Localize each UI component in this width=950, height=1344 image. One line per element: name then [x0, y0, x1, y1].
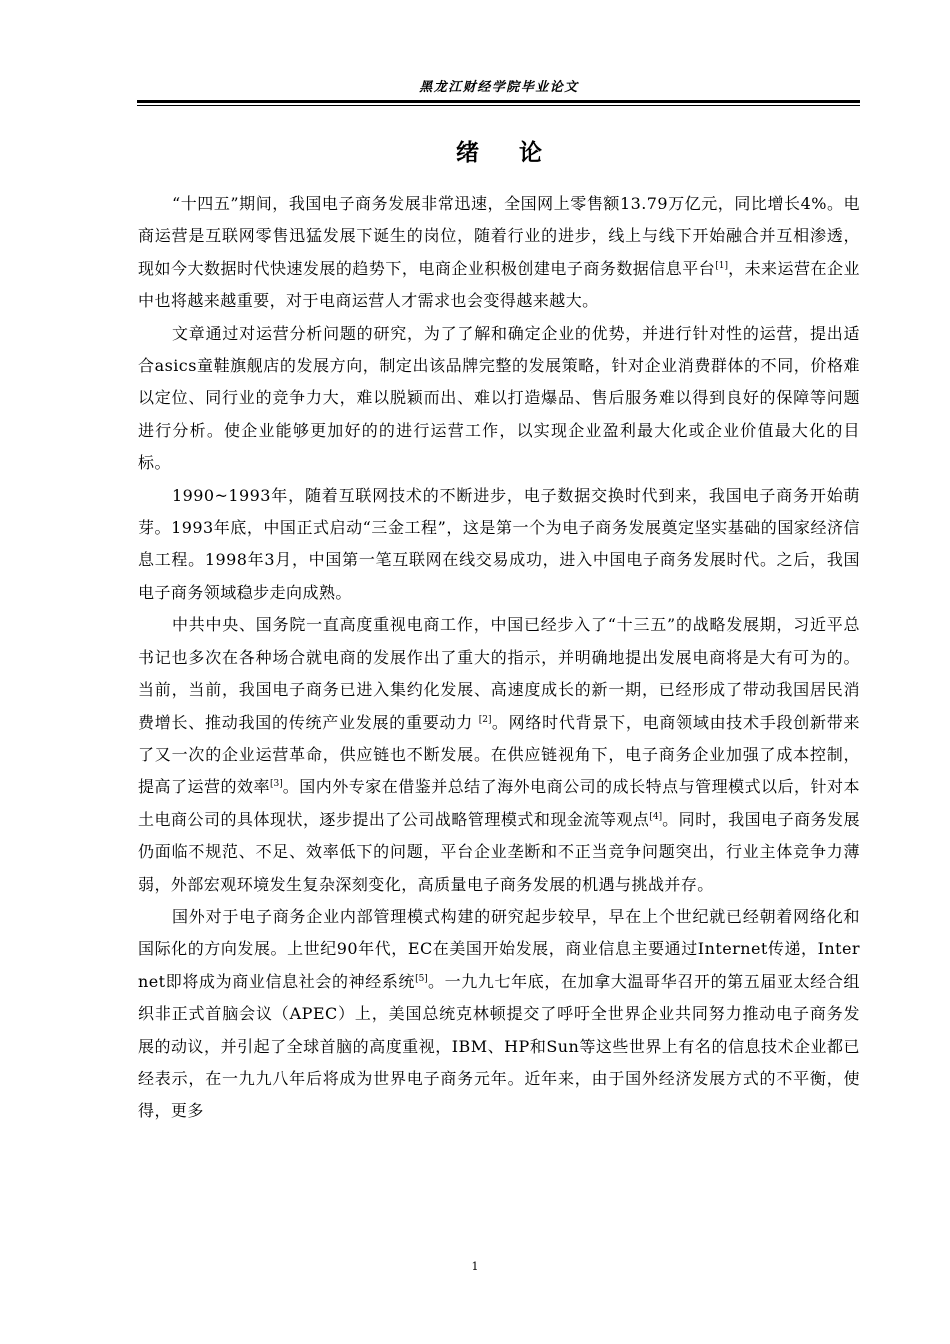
- page-number: 1: [471, 1260, 479, 1273]
- paragraph-1: “十四五”期间，我国电子商务发展非常迅速，全国网上零售额13.79万亿元，同比增长4%。电商运营是互联网零售迅猛发展下诞生的岗位，随着行业的进步，线上与线下开始融合并互相渗透，现如今大数据时代快速发展的趋势下，电商企业积极创建电子商务数据信息平台[1]，未来运营在企业中也将越来越重要，对于电商运营人才需求也会变得越来越大。: [138, 194, 860, 311]
- chapter-title: 绪论: [456, 139, 582, 166]
- paragraph-3: 1990~1993年，随着互联网技术的不断进步，电子数据交换时代到来，我国电子商务开始萌芽。1993年底，中国正式启动“三金工程”，这是第一个为电子商务发展奠定坚实基础的国家经济信息工程。1998年3月，中国第一笔互联网在线交易成功，进入中国电子商务发展时代。之后，我国电子商务领域稳步走向成熟。: [138, 485, 860, 602]
- paragraph-4: 中共中央、国务院一直高度重视电商工作，中国已经步入了“十三五”的战略发展期，习近平总书记也多次在各种场合就电商的发展作出了重大的指示，并明确地提出发展电商将是大有可为的。当前，当前，我国电子商务已进入集约化发展、高速度成长的新一期，已经形成了带动我国居民消费增长、推动我国的传统产业发展的重要动力 [2]。网络时代背景下，电商领域由技术手段创新带来了又一次的企业运营革命，供应链也不断发展。在供应链视角下，电子商务企业加强了成本控制，提高了运营的效率[3]。国内外专家在借鉴并总结了海外电商公司的成长特点与管理模式以后，针对本土电商公司的具体现状，逐步提出了公司战略管理模式和现金流等观点[4]。同时，我国电子商务发展仍面临不规范、不足、效率低下的问题，平台企业垄断和不正当竞争问题突出，行业主体竞争力薄弱，外部宏观环境发生复杂深刻变化，高质量电子商务发展的机遇与挑战并存。: [138, 615, 861, 894]
- body-text: [138, 188, 860, 1128]
- citation-2: [2]: [478, 714, 492, 725]
- header-rule-thin: [137, 105, 860, 106]
- citation-4: [4]: [649, 811, 663, 822]
- running-header: 黑龙江财经学院毕业论文: [419, 80, 579, 95]
- header-rule-thick: [137, 100, 860, 103]
- paragraph-5: 国外对于电子商务企业内部管理模式构建的研究起步较早，早在上个世纪就已经朝着网络化和国际化的方向发展。上世纪90年代，EC在美国开始发展，商业信息主要通过Internet传递，Internet即将成为商业信息社会的神经系统[5]。一九九七年底，在加拿大温哥华召开的第五届亚太经合组织非正式首脑会议（APEC）上，美国总统克林顿提交了呼吁全世界企业共同努力推动电子商务发展的动议，并引起了全球首脑的高度重视，IBM、HP和Sun等这些世界上有名的信息技术企业都已经表示，在一九九八年后将成为世界电子商务元年。近年来，由于国外经济发展方式的不平衡，使得，更多: [138, 906, 860, 1121]
- citation-5: [5]: [415, 973, 428, 984]
- citation-3: [3]: [269, 779, 283, 790]
- paragraph-2: 文章通过对运营分析问题的研究，为了了解和确定企业的优势，并进行针对性的运营，提出适合asics童鞋旗舰店的发展方向，制定出该品牌完整的发展策略，针对企业消费群体的不同，价格难以定位、同行业的竞争力大，难以脱颖而出、难以打造爆品、售后服务难以得到良好的保障等问题进行分析。使企业能够更加好的的进行运营工作，以实现企业盈利最大化或企业价值最大化的目标。: [138, 323, 860, 473]
- citation-1: [1]: [715, 260, 729, 271]
